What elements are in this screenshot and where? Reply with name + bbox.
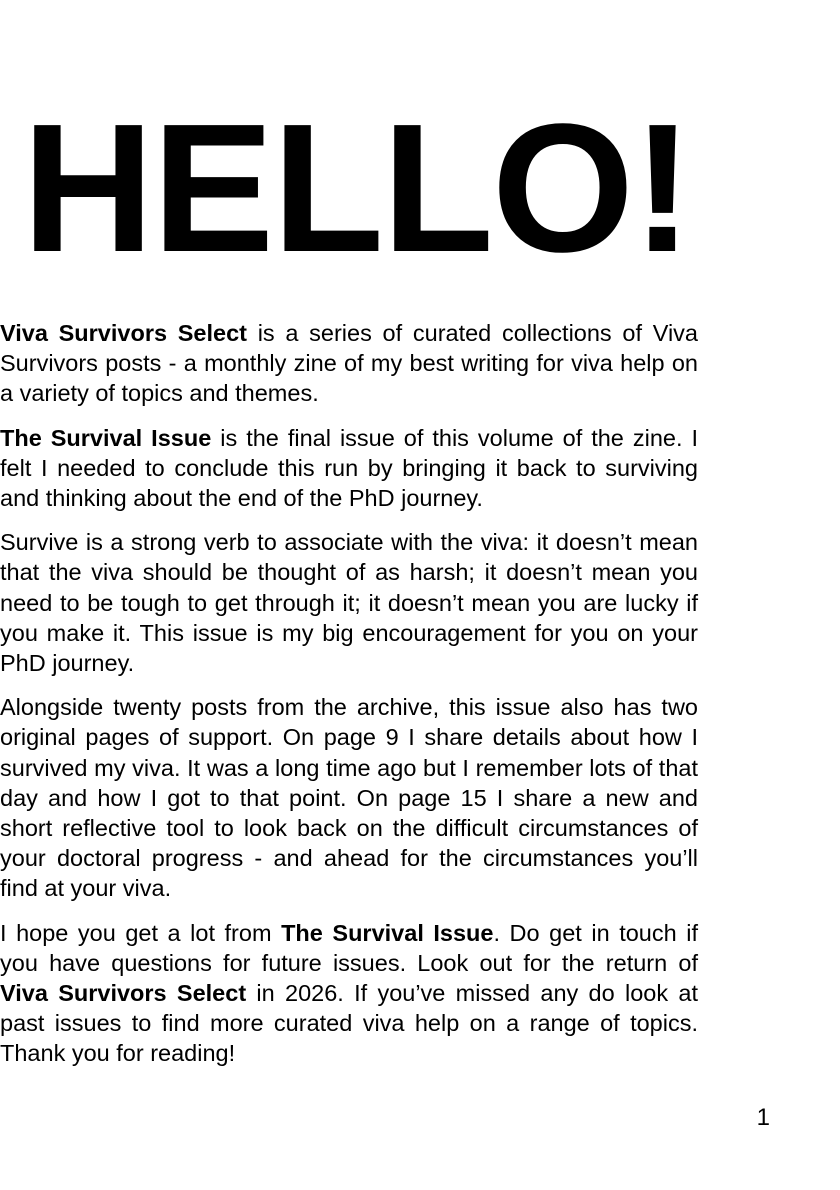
body-text: in 2026. If you’ve missed any do look at past issues to find more curated viva help on a range of topics. Thank you for reading! [0, 980, 698, 1067]
paragraph-container [0, 318, 698, 1069]
body-text: . Do get in touch if you have questions for future issues. Look out for the return of [0, 919, 698, 976]
page-headline: HELLO! [22, 85, 692, 290]
paragraph-contents-overview [0, 692, 698, 903]
emphasis-text: The Survival Issue [0, 424, 212, 451]
body-text: Survive is a strong verb to associate with the viva: it doesn’t mean that the viva should be thought of as harsh; it doesn’t mean you need to be tough to get through it; it doesn’t mean you are lucky if you make it. This issue is my big encouragement for you on your PhD journey. [0, 529, 698, 677]
paragraph-closing-hope [0, 918, 698, 1069]
paragraph-survive-verb [0, 527, 698, 678]
emphasis-text: Viva Survivors Select [0, 320, 247, 346]
body-text: is a series of curated collections of Viva Survivors posts - a monthly zine of my best writing for viva help on a variety of topics and themes. [0, 320, 698, 407]
body-copy [0, 318, 698, 1069]
body-text: Alongside twenty posts from the archive, this issue also has two original pages of support. On page 9 I share details about how I survived my viva. It was a long time ago but I remember lots of that day and how I got to that point. On page 15 I share a new and short reflective tool to look back on the difficult circumstances of your doctoral progress - and ahead for the circumstances you’ll find at your viva. [0, 694, 698, 902]
emphasis-text: The Survival Issue [281, 919, 494, 946]
paragraph-intro-series [0, 318, 698, 409]
body-text: I hope you get a lot from [0, 919, 282, 946]
body-text: is the final issue of this volume of the zine. I felt I needed to conclude this run by bringing it back to surviving and thinking about the end of the PhD journey. [0, 424, 699, 512]
page-number: 1 [756, 1104, 770, 1131]
emphasis-text: Viva Survivors Select [0, 980, 247, 1007]
paragraph-final-issue [0, 423, 698, 514]
